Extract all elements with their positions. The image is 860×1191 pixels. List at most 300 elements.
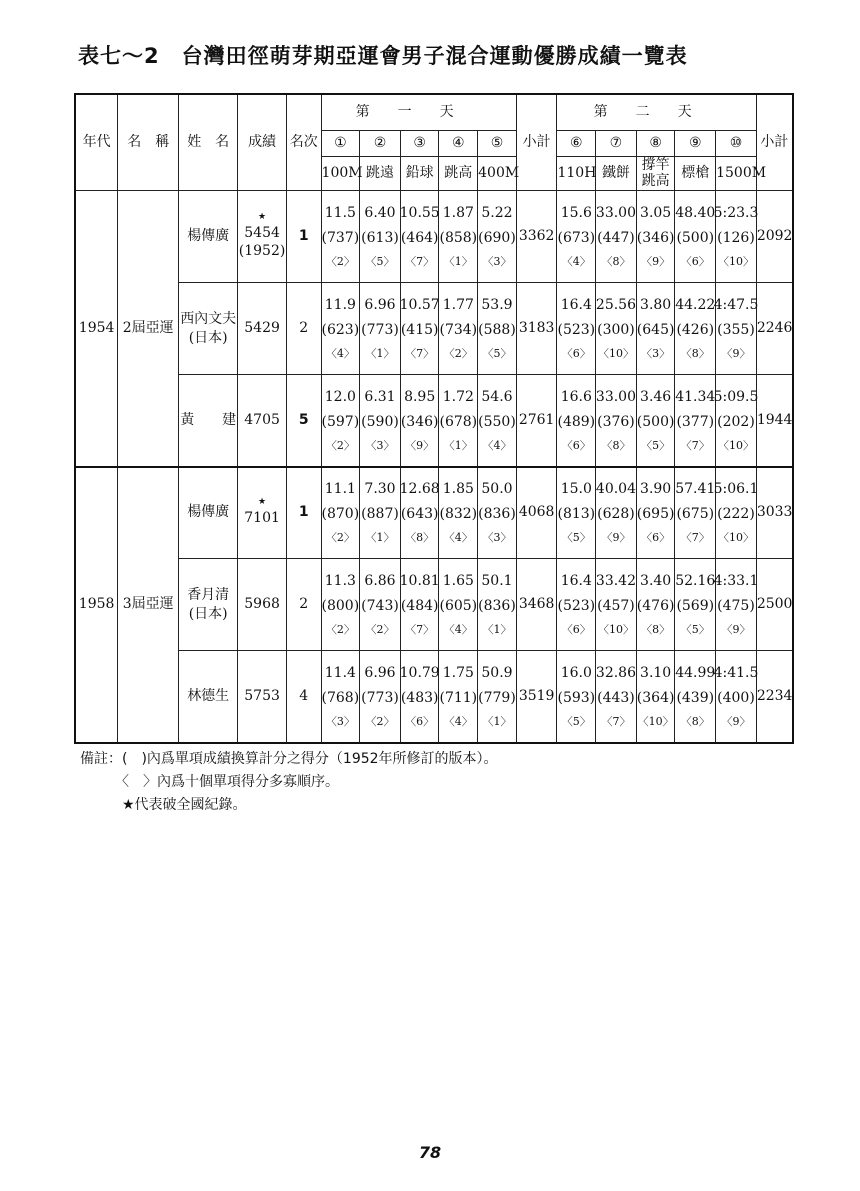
- event-rank: 〈10〉: [717, 531, 754, 545]
- event-result-box: [360, 481, 400, 544]
- event-rank: 〈3〉: [325, 714, 355, 728]
- event-result-cell: [713, 283, 759, 375]
- score-box: [238, 213, 286, 260]
- event-number: ⑧: [636, 130, 675, 156]
- athlete-row: [75, 559, 793, 651]
- event-rank: 〈9〉: [721, 714, 751, 728]
- year-header: 年代: [75, 94, 118, 191]
- event-points: (643): [400, 506, 439, 523]
- event-result-cell: [636, 467, 675, 559]
- event-rank: 〈7〉: [405, 346, 435, 360]
- event-name: 鐵餅: [596, 156, 637, 191]
- event-points: (489): [557, 413, 596, 430]
- event-rank: 〈9〉: [721, 346, 751, 360]
- event-name: 撐竿跳高: [636, 156, 675, 191]
- event-result: 6.86: [364, 573, 396, 590]
- event-points: (887): [361, 506, 399, 523]
- athlete-name-box: [179, 228, 237, 245]
- event-name: 400M: [478, 156, 517, 191]
- event-name: 跳高: [439, 156, 478, 191]
- day2-header: 第二天: [557, 94, 756, 130]
- record-star-icon: ★: [258, 497, 267, 508]
- event-result-box: [596, 481, 636, 544]
- event-result: 12.68: [399, 481, 440, 498]
- score-cell: [238, 191, 287, 283]
- event-result-cell: [675, 467, 716, 559]
- event-result: 10.81: [399, 573, 440, 590]
- event-result: 1.72: [442, 388, 474, 405]
- event-points: (483): [400, 689, 439, 706]
- subtotal-day2: 2246: [756, 283, 793, 375]
- event-points: (690): [478, 230, 516, 246]
- event-result: 40.04: [595, 481, 637, 498]
- athlete-country: (日本): [188, 329, 228, 346]
- athlete-name-cell: [179, 651, 238, 743]
- event-points: (800): [321, 598, 360, 614]
- event-result: 1.65: [442, 573, 474, 590]
- record-star-icon: ★: [258, 212, 267, 223]
- score-box: [238, 596, 286, 613]
- event-rank: 〈8〉: [641, 622, 671, 636]
- event-rank: 〈2〉: [365, 622, 395, 636]
- event-points: (743): [361, 598, 399, 614]
- event-result: 15.0: [560, 481, 592, 498]
- event-points: (222): [717, 506, 755, 523]
- event-rank: 〈1〉: [443, 254, 473, 268]
- event-rank: 〈3〉: [365, 438, 395, 452]
- total-score: 5753: [244, 687, 280, 704]
- event-result-box: [675, 573, 715, 636]
- event-result-box: [637, 297, 675, 360]
- event-rank: 〈4〉: [443, 622, 473, 636]
- event-result: 12.0: [324, 388, 356, 405]
- subtotal-day1: 3183: [516, 283, 557, 375]
- athlete-name: 林德生: [187, 687, 230, 704]
- event-result-cell: [478, 375, 517, 467]
- event-result: 11.3: [324, 573, 356, 590]
- subtotal-day1: 4068: [516, 467, 557, 559]
- event-result: 3.05: [640, 205, 672, 222]
- event-points: (605): [439, 598, 478, 614]
- athlete-name-cell: [179, 559, 238, 651]
- event-rank: 〈5〉: [365, 254, 395, 268]
- event-number: ④: [439, 130, 478, 156]
- subtotal-day2: 1944: [756, 375, 793, 467]
- event-number: ⑤: [478, 130, 517, 156]
- event-result-box: [713, 481, 759, 545]
- total-score: 5454: [244, 225, 280, 242]
- event-result-cell: [713, 375, 759, 467]
- event-name: 鉛球: [400, 156, 439, 191]
- event-result-cell: [713, 651, 759, 743]
- event-name: 跳遠: [360, 156, 401, 191]
- score-cell: [238, 559, 287, 651]
- event-rank: 〈6〉: [641, 531, 671, 545]
- event-points: (376): [597, 413, 635, 430]
- athlete-name: 西內文夫: [180, 310, 237, 327]
- athlete-name-box: [179, 587, 237, 623]
- event-result: 3.46: [640, 388, 672, 405]
- event-rank: 〈6〉: [561, 346, 591, 360]
- event-points: (500): [676, 230, 715, 246]
- footnote-star: ★代表破全國紀錄。: [80, 797, 247, 813]
- event-result-box: [596, 665, 636, 728]
- event-result-cell: [439, 467, 478, 559]
- event-points: (773): [361, 689, 399, 706]
- event-points: (569): [676, 598, 715, 614]
- event-result-box: [360, 665, 400, 728]
- score-cell: [238, 283, 287, 375]
- event-points: (734): [439, 322, 478, 338]
- event-rank: 〈3〉: [482, 254, 512, 268]
- event-rank: 〈4〉: [443, 714, 473, 728]
- event-points: (300): [597, 322, 635, 338]
- event-result-cell: [321, 467, 360, 559]
- event-number: ⑩: [716, 130, 757, 156]
- event-result-cell: [360, 191, 401, 283]
- event-result: 6.40: [364, 205, 396, 222]
- event-rank: 〈9〉: [721, 622, 751, 636]
- event-points: (443): [597, 689, 635, 706]
- score-box: [238, 688, 286, 705]
- event-result: 3.40: [640, 573, 672, 590]
- event-result-cell: [321, 191, 360, 283]
- event-result: 25.56: [595, 297, 637, 314]
- event-points: (346): [400, 413, 439, 430]
- event-number: ③: [400, 130, 439, 156]
- event-result: 5:23.3: [713, 205, 759, 222]
- event-points: (475): [717, 598, 755, 614]
- event-result: 1.87: [442, 205, 474, 222]
- event-rank: 〈2〉: [325, 531, 355, 545]
- event-rank: 〈9〉: [601, 531, 631, 545]
- event-result: 10.57: [399, 297, 440, 314]
- event-result-box: [637, 389, 675, 452]
- athlete-name-cell: [179, 191, 238, 283]
- event-rank: 〈7〉: [405, 254, 435, 268]
- event-rank: 〈8〉: [405, 531, 435, 545]
- score-box: [238, 498, 286, 527]
- event-rank: 〈1〉: [365, 531, 395, 545]
- score-note: (1952): [238, 243, 286, 260]
- event-points: (500): [636, 413, 675, 430]
- event-rank: 〈2〉: [365, 714, 395, 728]
- event-result: 11.4: [324, 664, 356, 681]
- event-result: 50.1: [481, 573, 513, 590]
- event-number: ②: [360, 130, 401, 156]
- event-points: (464): [400, 230, 439, 246]
- event-result-cell: [557, 651, 596, 743]
- event-result-box: [322, 205, 360, 268]
- event-number: ⑦: [596, 130, 637, 156]
- athlete-country: (日本): [188, 605, 228, 622]
- event-points: (773): [361, 322, 399, 338]
- event-rank: 〈10〉: [597, 346, 634, 360]
- event-rank: 〈5〉: [680, 622, 710, 636]
- event-result: 44.99: [675, 664, 716, 681]
- event-result: 4:41.5: [713, 664, 759, 681]
- event-result-cell: [557, 467, 596, 559]
- footnote-points: 備註：( )內爲單項成績換算計分之得分（1952年所修訂的版本）。: [80, 751, 498, 767]
- score-cell: [238, 651, 287, 743]
- event-rank: 〈6〉: [561, 438, 591, 452]
- event-rank: 〈6〉: [561, 622, 591, 636]
- event-result: 48.40: [675, 205, 716, 222]
- event-result-cell: [557, 283, 596, 375]
- event-result-box: [713, 664, 759, 728]
- event-result: 32.86: [595, 664, 637, 681]
- event-result-box: [596, 573, 636, 636]
- event-result: 15.6: [560, 205, 592, 222]
- event-result-box: [713, 573, 759, 636]
- athlete-row: [75, 651, 793, 743]
- event-result: 11.5: [324, 205, 356, 222]
- event-points: (484): [400, 598, 439, 614]
- event-result-box: [675, 389, 715, 452]
- event-rank: 〈1〉: [365, 346, 395, 360]
- event-result-box: [478, 389, 516, 452]
- event-points: (202): [717, 413, 755, 430]
- event-result-box: [557, 481, 595, 544]
- event-points: (813): [557, 506, 596, 523]
- event-rank: 〈7〉: [680, 438, 710, 452]
- event-result-cell: [439, 283, 478, 375]
- event-result-box: [401, 205, 439, 268]
- score-cell: [238, 467, 287, 559]
- event-rank: 〈10〉: [717, 254, 754, 268]
- event-result-cell: [636, 191, 675, 283]
- event-points: (426): [676, 322, 715, 338]
- event-result-cell: [321, 375, 360, 467]
- event-result-cell: [439, 191, 478, 283]
- games-cell: 3屆亞運: [118, 467, 179, 743]
- event-name: 標槍: [675, 156, 716, 191]
- athlete-name: 香月清: [187, 586, 230, 603]
- event-result-cell: [596, 651, 637, 743]
- event-result: 10.55: [399, 205, 440, 222]
- event-points: (779): [478, 689, 516, 706]
- subtotal1-header: 小計: [516, 94, 557, 191]
- event-rank: 〈10〉: [637, 714, 674, 728]
- event-result-cell: [713, 559, 759, 651]
- place-cell: 1: [286, 191, 321, 283]
- athlete-name-box: [179, 688, 237, 705]
- event-result: 44.22: [675, 297, 716, 314]
- event-points: (346): [636, 230, 675, 246]
- event-result-box: [713, 388, 759, 452]
- athlete-name: 楊傳廣: [187, 228, 230, 245]
- event-result-box: [596, 297, 636, 360]
- event-result-cell: [439, 559, 478, 651]
- event-result: 16.4: [560, 573, 592, 590]
- event-rank: 〈8〉: [601, 254, 631, 268]
- score-box: [238, 320, 286, 337]
- event-rank: 〈4〉: [561, 254, 591, 268]
- event-points: (832): [439, 506, 478, 523]
- event-result-box: [360, 297, 400, 360]
- event-rank: 〈6〉: [680, 254, 710, 268]
- event-result: 4:33.1: [713, 573, 759, 590]
- event-rank: 〈4〉: [443, 531, 473, 545]
- event-rank: 〈9〉: [641, 254, 671, 268]
- event-points: (645): [636, 322, 675, 338]
- event-result: 3.10: [640, 664, 672, 681]
- event-rank: 〈10〉: [597, 622, 634, 636]
- event-result-box: [401, 665, 439, 728]
- event-result: 10.79: [399, 664, 440, 681]
- event-result-cell: [557, 375, 596, 467]
- event-result-cell: [478, 651, 517, 743]
- event-result: 4:47.5: [713, 297, 759, 314]
- event-rank: 〈2〉: [325, 438, 355, 452]
- event-points: (415): [400, 322, 439, 338]
- event-result-box: [637, 665, 675, 728]
- event-points: (678): [439, 413, 478, 430]
- event-result: 54.6: [481, 388, 513, 405]
- athlete-name-cell: [179, 375, 238, 467]
- event-result-cell: [675, 651, 716, 743]
- event-result-box: [637, 205, 675, 268]
- event-result: 7.30: [364, 481, 396, 498]
- event-result: 5:06.1: [713, 481, 759, 498]
- event-rank: 〈4〉: [325, 346, 355, 360]
- athlete-row: [75, 375, 793, 467]
- event-rank: 〈1〉: [482, 714, 512, 728]
- event-result-box: [713, 205, 759, 268]
- event-result-cell: [636, 559, 675, 651]
- footnote-ranks: 〈 〉內爲十個單項得分多寡順序。: [80, 774, 339, 790]
- subtotal-day2: 2500: [756, 559, 793, 651]
- place-cell: 5: [286, 375, 321, 467]
- event-result-box: [637, 573, 675, 636]
- event-result-box: [401, 297, 439, 360]
- place-cell: 2: [286, 559, 321, 651]
- event-result-cell: [675, 191, 716, 283]
- event-result-cell: [675, 559, 716, 651]
- event-points: (523): [557, 598, 596, 614]
- event-result-cell: [321, 651, 360, 743]
- event-result-cell: [439, 651, 478, 743]
- event-result: 52.16: [675, 573, 716, 590]
- event-result-box: [401, 573, 439, 636]
- event-rank: 〈5〉: [641, 438, 671, 452]
- event-points: (457): [597, 598, 635, 614]
- event-result: 3.90: [640, 481, 672, 498]
- event-points: (675): [676, 506, 715, 523]
- event-result: 6.96: [364, 297, 396, 314]
- event-number: ①: [321, 130, 360, 156]
- event-points: (355): [717, 322, 755, 338]
- athlete-name: 楊傳廣: [187, 504, 230, 521]
- event-points: (613): [361, 230, 399, 246]
- event-points: (836): [478, 598, 516, 614]
- athlete-name-cell: [179, 467, 238, 559]
- event-result: 1.77: [442, 297, 474, 314]
- event-result-box: [596, 205, 636, 268]
- event-rank: 〈5〉: [482, 346, 512, 360]
- event-result-cell: [557, 191, 596, 283]
- event-result-cell: [321, 283, 360, 375]
- event-points: (447): [597, 230, 635, 246]
- event-result-box: [596, 389, 636, 452]
- event-result-cell: [360, 375, 401, 467]
- event-result-box: [439, 297, 477, 360]
- event-result-box: [478, 665, 516, 728]
- event-result-box: [557, 389, 595, 452]
- event-result-box: [675, 297, 715, 360]
- subtotal-day1: 3362: [516, 191, 557, 283]
- event-result-cell: [557, 559, 596, 651]
- event-rank: 〈2〉: [325, 622, 355, 636]
- event-result-box: [360, 205, 400, 268]
- event-result-box: [439, 665, 477, 728]
- event-result: 16.0: [560, 664, 592, 681]
- event-rank: 〈1〉: [482, 622, 512, 636]
- event-result-cell: [478, 283, 517, 375]
- subtotal2-header: 小計: [756, 94, 793, 191]
- event-result-cell: [400, 559, 439, 651]
- event-result-box: [557, 297, 595, 360]
- name-header: 名 稱: [118, 94, 179, 191]
- event-result-box: [557, 205, 595, 268]
- event-result-box: [439, 389, 477, 452]
- event-points: (870): [321, 506, 360, 523]
- athlete-row: [75, 467, 793, 559]
- event-result-box: [675, 481, 715, 544]
- athlete-name-box: [179, 311, 237, 347]
- event-points: (768): [321, 689, 360, 706]
- event-result-box: [478, 573, 516, 636]
- athlete-row: [75, 283, 793, 375]
- event-rank: 〈6〉: [405, 714, 435, 728]
- event-result-box: [439, 573, 477, 636]
- event-result-box: [322, 389, 360, 452]
- event-rank: 〈8〉: [680, 714, 710, 728]
- table-title: 表七～2 台灣田徑萌芽期亞運會男子混合運動優勝成績一覽表: [78, 44, 688, 68]
- subtotal-day1: 3468: [516, 559, 557, 651]
- event-result-box: [322, 573, 360, 636]
- event-result: 57.41: [675, 481, 716, 498]
- score-header: 成績: [238, 94, 287, 191]
- event-result: 50.0: [481, 481, 513, 498]
- event-number: ⑥: [557, 130, 596, 156]
- subtotal-day2: 2234: [756, 651, 793, 743]
- event-result-box: [478, 297, 516, 360]
- score-box: [238, 412, 286, 429]
- total-score: 5968: [244, 596, 280, 613]
- total-score: 4705: [244, 411, 280, 428]
- event-points: (836): [478, 506, 516, 523]
- event-result-cell: [478, 559, 517, 651]
- event-points: (737): [321, 230, 360, 246]
- event-result: 8.95: [404, 388, 436, 405]
- event-result-cell: [713, 467, 759, 559]
- event-result-box: [478, 205, 516, 268]
- event-result: 33.00: [595, 205, 637, 222]
- event-rank: 〈3〉: [641, 346, 671, 360]
- event-result-box: [439, 205, 477, 268]
- day1-header: 第一天: [321, 94, 516, 130]
- event-result: 16.4: [560, 297, 592, 314]
- event-result-cell: [713, 191, 759, 283]
- event-points: (590): [361, 413, 399, 430]
- event-result: 6.31: [364, 388, 396, 405]
- athlete-name: 黃 建: [180, 411, 237, 428]
- event-rank: 〈9〉: [405, 438, 435, 452]
- event-rank: 〈7〉: [405, 622, 435, 636]
- event-rank: 〈2〉: [443, 346, 473, 360]
- place-header: 名次: [286, 94, 321, 191]
